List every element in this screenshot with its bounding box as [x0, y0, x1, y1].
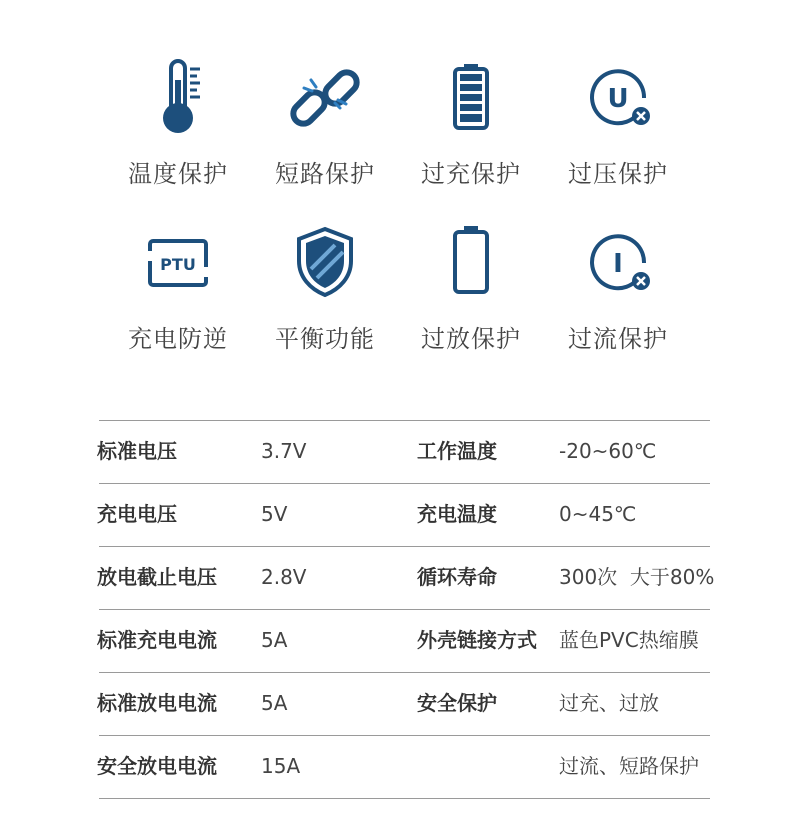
feature-label: 过压保护: [568, 160, 668, 188]
feature-label: 温度保护: [128, 160, 228, 188]
feature-overdischarge-protection: [401, 223, 541, 354]
thermometer-icon: [138, 58, 218, 138]
spec-row: [99, 483, 710, 546]
spec-name: 安全保护: [417, 691, 497, 715]
spec-name: 安全放电电流: [97, 754, 217, 778]
spec-value: 5A: [261, 691, 288, 715]
ptu-icon-text: PTU: [160, 255, 196, 274]
spec-value: 5V: [261, 502, 288, 526]
spec-name: 标准电压: [97, 439, 177, 463]
spec-value: 蓝色PVC热缩膜: [559, 628, 699, 652]
spec-row: [97, 546, 715, 609]
spec-name: 充电电压: [97, 502, 177, 526]
overvoltage-icon: [578, 58, 658, 138]
feature-temperature-protection: [108, 58, 248, 189]
spec-name: 标准充电电流: [97, 628, 217, 652]
feature-label: 过充保护: [421, 160, 521, 188]
feature-reverse-charge-protection: [108, 223, 248, 354]
spec-value: 过流、短路保护: [559, 754, 699, 778]
spec-value: 过充、过放: [559, 691, 659, 715]
broken-chain-icon: [285, 58, 365, 138]
empty-battery-icon: [431, 223, 511, 303]
spec-row: [99, 420, 710, 483]
spec-value: 0~45℃: [559, 502, 637, 526]
spec-value: 3.7V: [261, 439, 307, 463]
feature-icons-section: [0, 0, 790, 380]
spec-table: [97, 420, 715, 799]
feature-overcharge-protection: [401, 58, 541, 189]
spec-name: 标准放电电流: [97, 691, 217, 715]
spec-value: 15A: [261, 754, 301, 778]
feature-label: 短路保护: [275, 160, 375, 188]
spec-value: 300次 大于80%: [559, 565, 715, 589]
spec-name: 放电截止电压: [97, 565, 217, 589]
spec-name: 外壳链接方式: [417, 628, 537, 652]
overvoltage-icon-text: U: [607, 84, 629, 114]
spec-row: [99, 672, 710, 735]
shield-icon: [285, 223, 365, 303]
feature-balance-function: [255, 223, 395, 354]
spec-name: 工作温度: [417, 439, 497, 463]
feature-label: 过放保护: [421, 325, 521, 353]
overcurrent-icon-text: I: [613, 249, 623, 279]
spec-value: 5A: [261, 628, 288, 652]
spec-value: 2.8V: [261, 565, 307, 589]
feature-short-circuit-protection: [255, 58, 395, 189]
overcurrent-icon: [578, 223, 658, 303]
spec-name: 充电温度: [417, 502, 497, 526]
feature-label: 平衡功能: [275, 325, 375, 353]
feature-label: 充电防逆: [128, 325, 228, 353]
spec-row: [99, 609, 710, 672]
full-battery-icon: [431, 58, 511, 138]
spec-value: -20~60℃: [559, 439, 657, 463]
feature-label: 过流保护: [568, 325, 668, 353]
spec-row: [99, 735, 710, 799]
ptu-chip-icon: [138, 223, 218, 303]
spec-name: 循环寿命: [417, 565, 497, 589]
feature-overvoltage-protection: [548, 58, 688, 189]
feature-overcurrent-protection: [548, 223, 688, 354]
